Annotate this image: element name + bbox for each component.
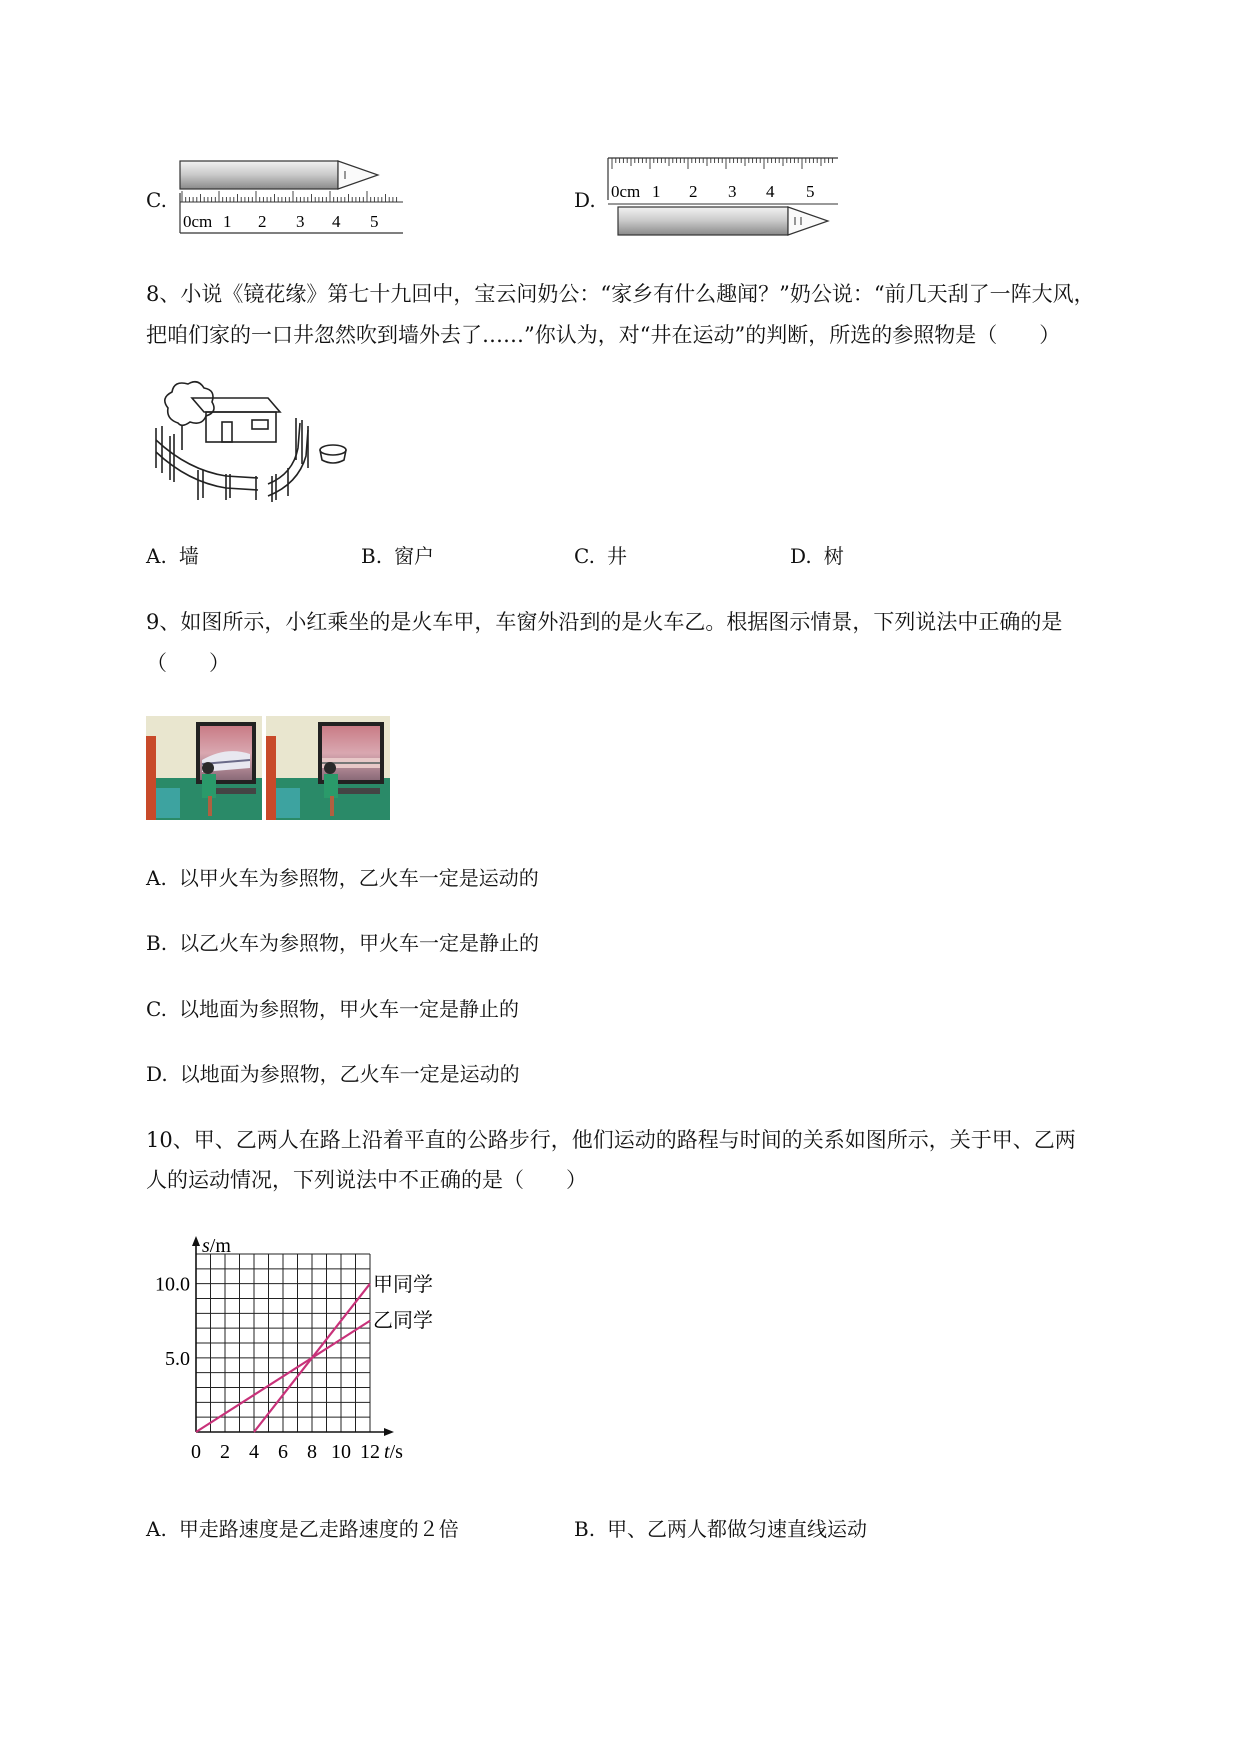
q9-stem-line2: （ ） — [146, 651, 230, 675]
q10-stem-line2: 人的运动情况，下列说法中不正确的是（ ） — [146, 1168, 587, 1192]
x-tick-label: 10 — [331, 1441, 351, 1463]
q8-option-d-text: 树 — [823, 544, 844, 568]
ruler-c-1: 1 — [223, 212, 232, 231]
q10-option-a-text: 甲走路速度是乙走路速度的２倍 — [178, 1517, 459, 1541]
x-tick-label: 6 — [278, 1441, 288, 1463]
x-tick-label: 0 — [191, 1441, 201, 1463]
x-tick-label: 2 — [220, 1441, 230, 1463]
q8-option-c-label: C. — [574, 544, 595, 568]
legend-jia: 甲同学 — [373, 1274, 433, 1296]
y-axis-unit: /m — [209, 1235, 231, 1257]
q9-option-a[interactable] — [146, 862, 539, 891]
q9-option-a-label: A. — [146, 866, 167, 890]
x-axis-arrow-icon — [384, 1428, 394, 1436]
ruler-c-ticks — [182, 191, 397, 202]
q9-option-d-text: 以地面为参照物，乙火车一定是运动的 — [179, 1062, 520, 1086]
chart-axes — [192, 1236, 394, 1436]
q9-option-a-text: 以甲火车为参照物，乙火车一定是运动的 — [178, 866, 539, 890]
q10-option-b-label: B. — [574, 1517, 596, 1541]
q8-house-fence-figure — [148, 378, 358, 503]
train-scene-2 — [266, 716, 390, 820]
q10-st-chart — [140, 1232, 460, 1472]
q7-option-c-label: C. — [146, 188, 167, 212]
x-tick-label: 8 — [307, 1441, 317, 1463]
chart-tick-labels — [155, 1274, 380, 1463]
well-icon — [320, 445, 346, 455]
ruler-c-4: 4 — [332, 212, 341, 231]
q10-option-b-text: 甲、乙两人都做匀速直线运动 — [607, 1517, 868, 1541]
q9-option-b[interactable] — [146, 927, 539, 956]
x-axis-label — [384, 1441, 403, 1463]
y-tick-label: 10.0 — [155, 1273, 190, 1296]
x-tick-label: 4 — [249, 1441, 259, 1463]
train-scene-1 — [146, 716, 262, 820]
ruler-c-3: 3 — [296, 212, 305, 231]
q8-option-d[interactable] — [790, 540, 844, 569]
q8-option-b[interactable] — [361, 540, 434, 569]
q9-stem-line1: 9、如图所示，小红乘坐的是火车甲，车窗外沿到的是火车乙。根据图示情景，下列说法中正确的是 — [146, 610, 1063, 634]
ruler-c-2: 2 — [258, 212, 267, 231]
y-tick-label: 5.0 — [165, 1347, 190, 1370]
q9-option-b-text: 以乙火车为参照物，甲火车一定是静止的 — [179, 931, 540, 955]
q7-option-d-label: D. — [574, 188, 596, 212]
ruler-d-ticks — [612, 158, 832, 169]
q9-option-c[interactable] — [146, 993, 519, 1022]
ruler-c-0cm: 0cm — [183, 212, 213, 231]
ruler-d-0cm: 0cm — [611, 182, 641, 201]
ruler-d-4: 4 — [766, 182, 775, 201]
q8-option-a-label: A. — [146, 544, 167, 568]
q9-train-window-figure — [146, 716, 390, 820]
q8-stem-line2: 把咱们家的一口井忽然吹到墙外去了……”你认为，对“井在运动”的判断，所选的参照物是（ ） — [146, 323, 1061, 347]
q9-option-c-label: C. — [146, 997, 167, 1021]
ruler-d-5: 5 — [806, 182, 815, 201]
x-axis-unit: /s — [389, 1441, 403, 1463]
q8-option-b-label: B. — [361, 544, 383, 568]
y-axis-arrow-icon — [192, 1236, 200, 1246]
q8-option-b-text: 窗户 — [394, 544, 435, 568]
q10-option-a[interactable] — [146, 1513, 459, 1542]
x-axis-var: t — [384, 1441, 390, 1463]
q8-option-a[interactable] — [146, 540, 199, 569]
x-tick-label: 12 — [360, 1441, 380, 1463]
q9-option-d-label: D. — [146, 1062, 168, 1086]
legend-yi: 乙同学 — [373, 1310, 433, 1332]
y-axis-label — [202, 1235, 231, 1257]
house-roof-icon — [192, 398, 280, 412]
q8-stem-line1: 8、小说《镜花缘》第七十九回中，宝云问奶公：“家乡有什么趣闻？”奶公说：“前几天刮了一阵大风， — [146, 282, 1095, 306]
q8-option-d-label: D. — [790, 544, 812, 568]
ruler-d-1: 1 — [652, 182, 661, 201]
ruler-d-3: 3 — [728, 182, 737, 201]
q9-option-c-text: 以地面为参照物，甲火车一定是静止的 — [178, 997, 519, 1021]
q8-option-c-text: 井 — [606, 544, 627, 568]
y-axis-var: s — [202, 1235, 210, 1257]
q8-option-a-text: 墙 — [178, 544, 199, 568]
q9-option-b-label: B. — [146, 931, 168, 955]
q8-option-c[interactable] — [574, 540, 627, 569]
chart-grid — [196, 1254, 370, 1432]
q7-option-c-figure — [178, 155, 408, 235]
ruler-d-2: 2 — [689, 182, 698, 201]
q7-option-d-figure — [606, 152, 846, 242]
q10-option-b[interactable] — [574, 1513, 867, 1542]
q10-option-a-label: A. — [146, 1517, 167, 1541]
q9-option-d[interactable] — [146, 1058, 520, 1087]
ruler-c-5: 5 — [370, 212, 379, 231]
house-icon — [206, 412, 276, 442]
q10-stem-line1: 10、甲、乙两人在路上沿着平直的公路步行，他们运动的路程与时间的关系如图所示，关于甲、乙两 — [146, 1128, 1076, 1152]
